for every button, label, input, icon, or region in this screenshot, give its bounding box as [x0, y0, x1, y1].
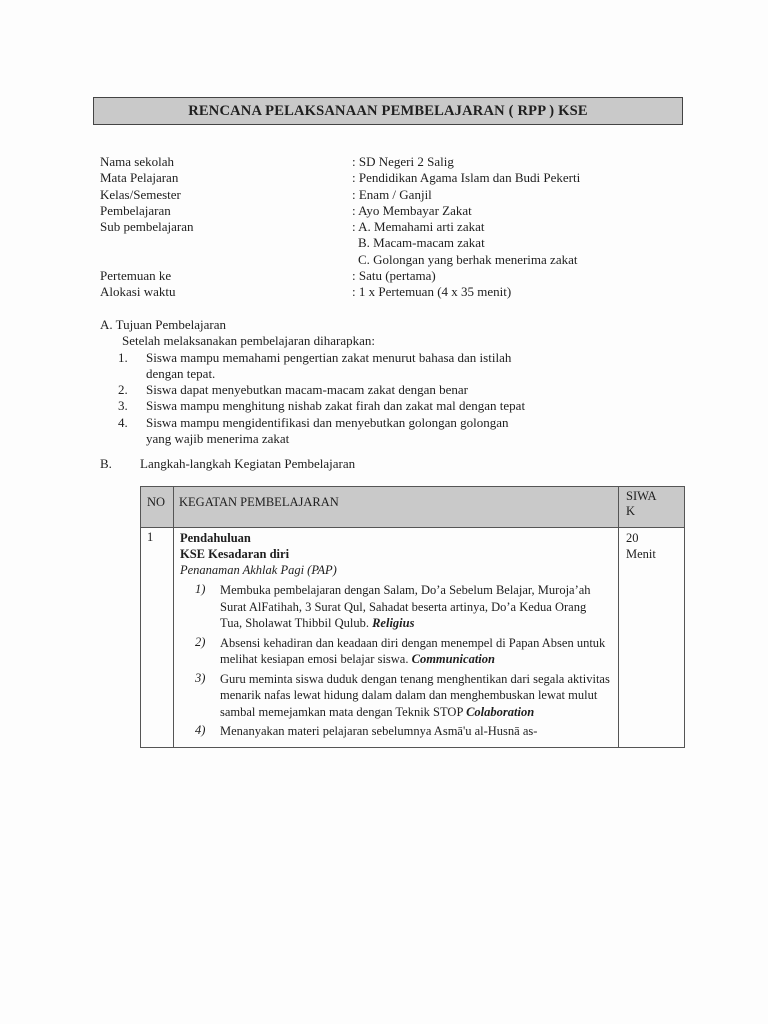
- row-activity: [174, 528, 619, 748]
- activity-title: Pendahuluan: [180, 531, 251, 545]
- activity-program: Penanaman Akhlak Pagi (PAP): [180, 563, 337, 577]
- step-tag: Religius: [372, 616, 415, 630]
- sublesson-value-c: C. Golongan yang berhak menerima zakat: [358, 251, 578, 267]
- activities-heading: [100, 456, 355, 472]
- step-tag: Colaboration: [466, 704, 535, 719]
- objective-item: [100, 382, 620, 398]
- class-label: Kelas/Semester: [100, 186, 181, 202]
- step-number: 3): [195, 670, 206, 685]
- step-text: Absensi kehadiran dan keadaan diri dengan menempel di Papan Absen untuk melihat kesiapan emosi belajar siswa.: [220, 635, 606, 666]
- class-value: : Enam / Ganjil: [352, 186, 432, 202]
- sublesson-label: Sub pembelajaran: [100, 219, 194, 235]
- sublesson-value-b: B. Macam-macam zakat: [358, 235, 485, 251]
- header-siwak: [619, 487, 685, 528]
- identity-row-lesson: [100, 203, 660, 219]
- activity-subtitle: KSE Kesadaran diri: [180, 547, 290, 561]
- time-label: Alokasi waktu: [100, 284, 176, 300]
- step-number: 2): [195, 634, 206, 649]
- activities-label: B.: [100, 456, 112, 471]
- objective-continuation: yang wajib menerima zakat: [146, 431, 290, 447]
- identity-row-sublesson-c: [100, 252, 660, 268]
- objective-item: [100, 415, 620, 431]
- subject-label: Mata Pelajaran: [100, 170, 179, 186]
- lesson-value: : Ayo Membayar Zakat: [352, 202, 472, 218]
- step-number: 1): [195, 582, 206, 596]
- header-siwak-line2: K: [626, 504, 636, 518]
- identity-row-time: [100, 284, 660, 300]
- activity-step: [180, 635, 610, 668]
- step-text: Menanyakan materi pelajaran sebelumnya Asmā'u al-Husnā as-: [220, 724, 538, 738]
- sublesson-value-a: : A. Memahami arti zakat: [352, 219, 485, 235]
- objective-number: 3.: [118, 398, 128, 414]
- school-value: : SD Negeri 2 Salig: [352, 154, 454, 169]
- activities-title: Langkah-langkah Kegiatan Pembelajaran: [140, 456, 356, 471]
- learning-objectives: [100, 317, 620, 447]
- header-siwak-line1: SIWA: [626, 489, 657, 503]
- row-duration: [619, 528, 685, 748]
- header-kegiatan: KEGATAN PEMBELAJARAN: [174, 487, 619, 528]
- objectives-heading: A. Tujuan Pembelajaran: [100, 317, 227, 332]
- school-label: Nama sekolah: [100, 154, 175, 169]
- step-number: 4): [195, 723, 206, 737]
- objective-number: 1.: [118, 349, 128, 365]
- objective-text: Siswa dapat menyebutkan macam-macam zakat dengan benar: [146, 382, 468, 398]
- activities-table: [140, 486, 685, 748]
- activity-steps: [180, 582, 610, 740]
- identity-row-class: [100, 187, 660, 203]
- activity-step: [180, 582, 610, 632]
- table-row: [141, 528, 685, 748]
- step-tag: Communication: [411, 652, 495, 666]
- identity-block: [100, 154, 660, 301]
- objective-item: [100, 350, 620, 366]
- objectives-intro: Setelah melaksanakan pembelajaran diharapkan:: [122, 333, 376, 349]
- identity-row-sublesson-b: [100, 235, 660, 251]
- step-text: Membuka pembelajaran dengan Salam, Do’a Sebelum Belajar, Muroja’ah Surat AlFatihah, 3 Surat Qul, Sahadat beserta artinya, Do’a Kedua Orang Tua, Sholawat Thibbil Qulub.: [220, 583, 591, 630]
- document-title: RENCANA PELAKSANAAN PEMBELAJARAN ( RPP ) KSE: [93, 97, 683, 125]
- row-number: 1: [141, 528, 174, 748]
- identity-row-subject: [100, 170, 660, 186]
- identity-row-meeting: [100, 268, 660, 284]
- objective-item: [100, 398, 620, 414]
- duration-unit: Menit: [626, 547, 656, 561]
- activity-step: [180, 723, 610, 740]
- identity-row-school: [100, 154, 660, 170]
- objective-text: Siswa mampu memahami pengertian zakat menurut bahasa dan istilah: [146, 349, 512, 365]
- step-text: Guru meminta siswa duduk dengan tenang menghentikan dari segala aktivitas menarik nafas lewat hidung dalam dalam dan menghembuskan lewat mulut sambal memejamkan mata dengan Teknik STOP: [220, 671, 610, 719]
- meeting-label: Pertemuan ke: [100, 268, 172, 284]
- objective-text: Siswa mampu menghitung nishab zakat firah dan zakat mal dengan tepat: [146, 398, 526, 414]
- header-no: NO: [141, 487, 174, 528]
- meeting-value: : Satu (pertama): [352, 268, 436, 284]
- lesson-label: Pembelajaran: [100, 202, 171, 218]
- time-value: : 1 x Pertemuan (4 x 35 menit): [352, 284, 512, 300]
- activity-step: [180, 671, 610, 721]
- objective-number: 4.: [118, 414, 128, 430]
- duration-value: 20: [626, 531, 639, 545]
- identity-row-sublesson: [100, 219, 660, 235]
- objective-number: 2.: [118, 382, 128, 398]
- subject-value: : Pendidikan Agama Islam dan Budi Pekerti: [352, 170, 581, 186]
- table-header-row: [141, 487, 685, 528]
- objective-continuation: dengan tepat.: [146, 365, 216, 381]
- objective-text: Siswa mampu mengidentifikasi dan menyebutkan golongan golongan: [146, 414, 509, 430]
